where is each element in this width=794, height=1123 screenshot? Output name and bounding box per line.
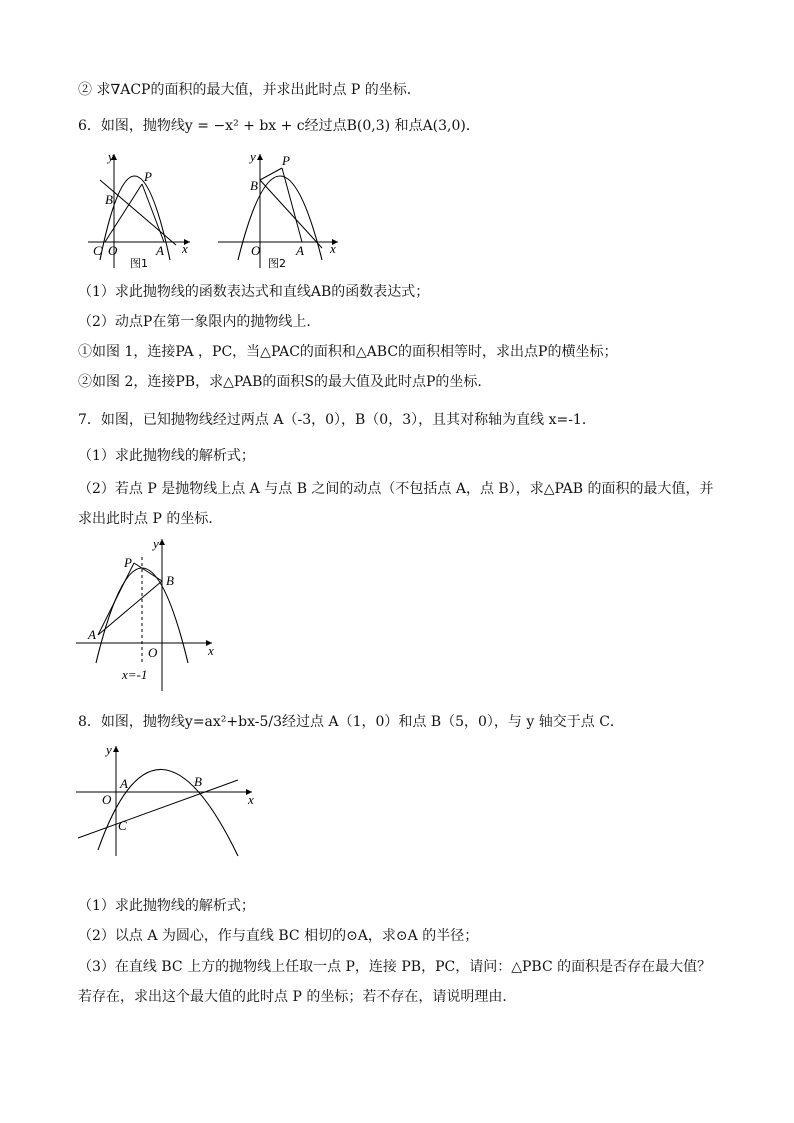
- q8-part1: （1）求此抛物线的解析式；: [78, 898, 255, 914]
- q6-stem: 6．如图，抛物线y = −x² + bx + c经过点B(0,3) 和点A(3,0)．: [78, 118, 480, 134]
- svg-text:O: O: [102, 792, 112, 807]
- q6-figure-2: [218, 150, 348, 270]
- q6-figure-1: [88, 150, 198, 270]
- svg-text:A: A: [88, 627, 96, 642]
- q7-figure: [74, 535, 224, 695]
- svg-text:y: y: [106, 742, 112, 757]
- q8-part2: （2）以点 A 为圆心，作与直线 BC 相切的⊙A，求⊙A 的半径；: [78, 928, 479, 944]
- q8-stem: 8．如图，抛物线y=ax²+bx-5/3经过点 A（1，0）和点 B（5，0），与 y 轴交于点 C．: [78, 714, 624, 730]
- point-b-label: B: [105, 192, 113, 207]
- fig1-caption: 图1: [130, 257, 148, 270]
- svg-text:x: x: [330, 241, 336, 256]
- q8-figure: [74, 740, 264, 860]
- svg-text:x: x: [248, 792, 254, 807]
- fig2-caption: 图2: [268, 257, 286, 270]
- svg-text:B: B: [250, 178, 258, 193]
- svg-text:y: y: [250, 149, 256, 164]
- q6-sub1: ①如图 1，连接PA ，PC，当△PAC的面积和△ABC的面积相等时，求出点P的横坐标；: [78, 344, 618, 360]
- q8-part3: （3）在直线 BC 上方的抛物线上任取一点 P，连接 PB，PC，请问：△PBC 的面积是否存在最大值？若存在，求出这个最大值的此时点 P 的坐标；若不存在，请说明理由．: [78, 959, 712, 1005]
- q6-part1: （1）求此抛物线的函数表达式和直线AB的函数表达式；: [78, 284, 430, 300]
- svg-text:P: P: [282, 153, 290, 168]
- origin-label: O: [108, 243, 118, 258]
- symmetry-axis-label: x=-1: [122, 667, 148, 682]
- svg-text:P: P: [124, 555, 132, 570]
- svg-text:B: B: [194, 774, 202, 789]
- q7-part2: （2）若点 P 是抛物线上点 A 与点 B 之间的动点（不包括点 A，点 B），求△PAB 的面积的最大值，并求出此时点 P 的坐标．: [78, 481, 714, 527]
- q6-sub2: ②如图 2，连接PB，求△PAB的面积S的最大值及此时点P的坐标.: [78, 374, 482, 390]
- svg-text:B: B: [166, 573, 174, 588]
- q7-stem: 7．如图，已知抛物线经过两点 A（-3，0），B（0，3），且其对称轴为直线 x=-1．: [78, 412, 596, 428]
- point-a-label: A: [156, 243, 164, 258]
- q5-part2: ② 求∇ACP的面积的最大值，并求出此时点 P 的坐标．: [78, 82, 421, 98]
- q7-part1: （1）求此抛物线的解析式；: [78, 448, 255, 464]
- x-axis-label: x: [182, 241, 188, 256]
- q6-part2: （2）动点P在第一象限内的抛物线上.: [78, 314, 311, 330]
- point-c-label: C: [93, 243, 102, 258]
- svg-text:A: A: [120, 776, 128, 791]
- svg-text:O: O: [148, 645, 158, 660]
- svg-text:C: C: [118, 818, 127, 833]
- y-axis-label: y: [108, 149, 114, 164]
- svg-text:O: O: [251, 243, 261, 258]
- svg-text:A: A: [296, 243, 304, 258]
- svg-text:y: y: [153, 536, 159, 551]
- svg-text:x: x: [208, 643, 214, 658]
- point-p-label: P: [144, 169, 152, 184]
